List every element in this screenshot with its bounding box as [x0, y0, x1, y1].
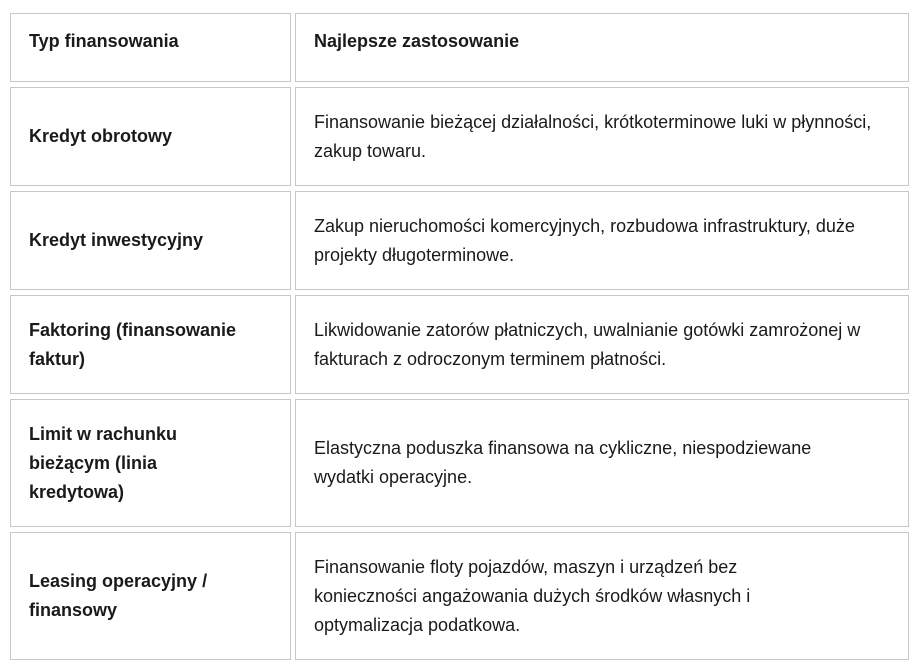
row-2-use [295, 191, 909, 290]
row-3-use [295, 295, 909, 394]
row-2-use-text: Zakup nieruchomości komercyjnych, rozbudowa infrastruktury, duże projekty długoterminowe. [314, 215, 855, 265]
row-4-type-label: Limit w rachunku bieżącym (linia kredytowa) [29, 423, 178, 502]
row-5-type-label: Leasing operacyjny / finansowy [29, 571, 208, 620]
header-use [295, 13, 909, 82]
row-2-type [10, 191, 291, 290]
row-1-use [295, 87, 909, 186]
row-3-type [10, 295, 291, 394]
row-5-type [10, 532, 291, 660]
row-1-type-label: Kredyt obrotowy [29, 126, 173, 146]
row-4-use [295, 399, 909, 527]
header-type [10, 13, 291, 82]
row-2-type-label: Kredyt inwestycyjny [29, 230, 204, 250]
row-3-use-text: Likwidowanie zatorów płatniczych, uwalnianie gotówki zamrożonej w fakturach z odroczonym terminem płatności. [314, 319, 861, 369]
header-use-label: Najlepsze zastosowanie [314, 31, 520, 51]
row-4-type [10, 399, 291, 527]
row-1-type [10, 87, 291, 186]
row-5-use-text: Finansowanie floty pojazdów, maszyn i urządzeń bez konieczności angażowania dużych środków własnych i optymalizacja podatkowa. [314, 556, 751, 635]
row-5-use [295, 532, 909, 660]
row-1-use-text: Finansowanie bieżącej działalności, krótkoterminowe luki w płynności, zakup towaru. [314, 111, 872, 161]
header-type-label: Typ finansowania [29, 31, 179, 51]
row-3-type-label: Faktoring (finansowanie faktur) [29, 319, 237, 369]
row-4-use-text: Elastyczna poduszka finansowa na cykliczne, niespodziewane wydatki operacyjne. [314, 438, 812, 487]
